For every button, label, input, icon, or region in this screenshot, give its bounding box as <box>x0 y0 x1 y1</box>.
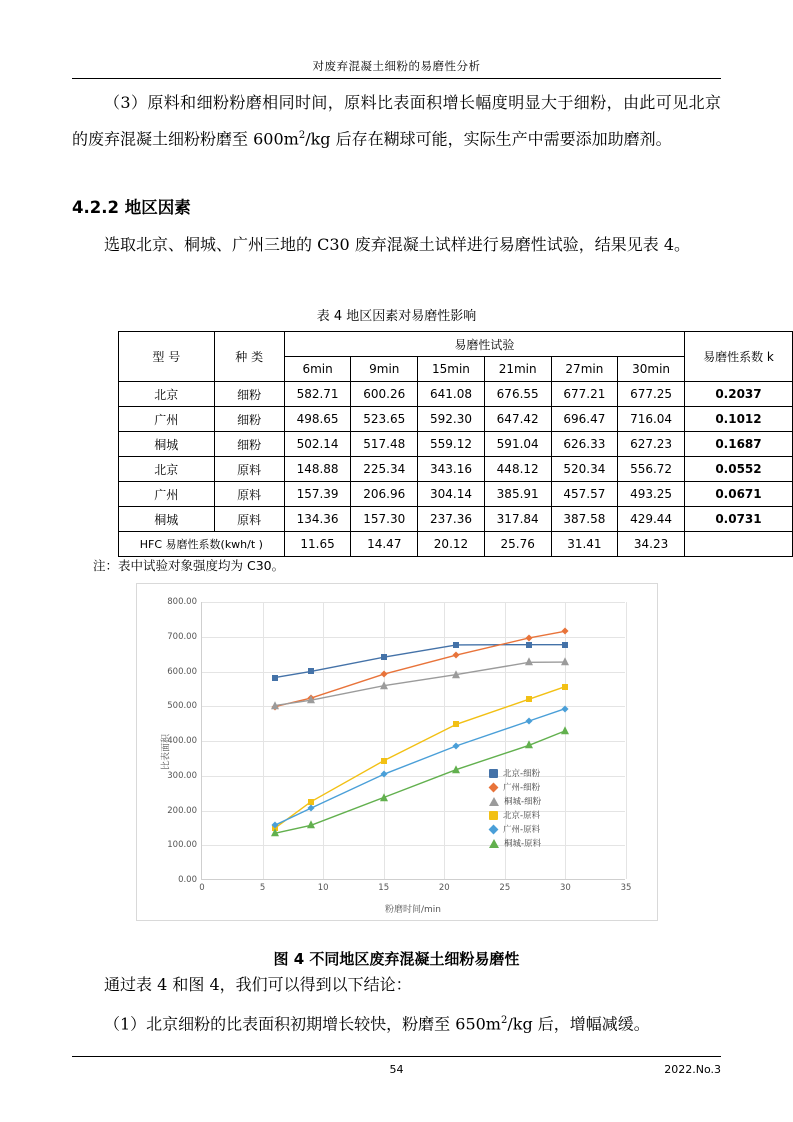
table-row <box>119 507 793 532</box>
conclusion-1-text-cont: /kg 后，增幅减缓。 <box>507 1014 650 1034</box>
chart-y-tick: 800.00 <box>167 597 197 607</box>
chart-legend-label: 桐城-细粉 <box>504 797 542 807</box>
header-model: 型 号 <box>119 332 215 382</box>
cell-value: 448.12 <box>484 457 551 482</box>
chart-data-point <box>525 741 533 749</box>
cell-value: 517.48 <box>351 432 418 457</box>
cell-model: 北京 <box>119 382 215 407</box>
cell-hfc-value: 31.41 <box>551 532 618 557</box>
cell-value: 696.47 <box>551 407 618 432</box>
paragraph-region-intro: 选取北京、桐城、广州三地的 C30 废弃混凝土试样进行易磨性试验，结果见表 4。 <box>104 235 691 254</box>
table-row <box>119 432 793 457</box>
chart-data-point <box>380 793 388 801</box>
cell-coefficient: 0.1012 <box>684 407 792 432</box>
chart-legend-item <box>489 822 541 836</box>
chart-y-tick: 100.00 <box>167 840 197 851</box>
cell-value: 304.14 <box>418 482 485 507</box>
chart-y-tick: 200.00 <box>167 805 197 816</box>
cell-hfc-value: 20.12 <box>418 532 485 557</box>
cell-value: 677.25 <box>618 382 685 407</box>
chart-data-point <box>381 758 387 764</box>
header-time-15min: 15min <box>418 357 485 382</box>
cell-value: 457.57 <box>551 482 618 507</box>
table-row <box>119 382 793 407</box>
cell-hfc-blank <box>684 532 792 557</box>
paragraph-3-text-cont: /kg 后存在糊球可能，实际生产中需要添加助磨剂。 <box>305 129 672 149</box>
chart-legend-label: 北京-原料 <box>503 811 541 821</box>
cell-value: 502.14 <box>284 432 351 457</box>
cell-coefficient: 0.0552 <box>684 457 792 482</box>
chart-data-point <box>452 765 460 773</box>
cell-value: 237.36 <box>418 507 485 532</box>
chart-legend-marker <box>489 769 498 778</box>
cell-hfc-value: 25.76 <box>484 532 551 557</box>
chart-data-point <box>307 821 315 829</box>
cell-value: 556.72 <box>618 457 685 482</box>
chart-x-tick: 35 <box>620 883 632 893</box>
chart-data-point <box>307 695 315 703</box>
chart-legend-label: 北京-细粉 <box>503 769 541 779</box>
cell-model: 桐城 <box>119 507 215 532</box>
cell-value: 206.96 <box>351 482 418 507</box>
header-coefficient: 易磨性系数 k <box>684 332 792 382</box>
cell-value: 627.23 <box>618 432 685 457</box>
cell-value: 559.12 <box>418 432 485 457</box>
paragraph-conclusion-intro: 通过表 4 和图 4，我们可以得到以下结论： <box>104 975 412 994</box>
chart-y-tick: 0.00 <box>178 875 197 885</box>
cell-kind: 细粉 <box>214 382 284 407</box>
cell-kind: 细粉 <box>214 407 284 432</box>
cell-hfc-label: HFC 易磨性系数(kwh/t ) <box>119 532 285 557</box>
cell-kind: 细粉 <box>214 432 284 457</box>
chart-plot-area <box>167 597 632 893</box>
header-kind: 种 类 <box>214 332 284 382</box>
cell-value: 157.30 <box>351 507 418 532</box>
chart-x-tick: 0 <box>199 883 205 893</box>
header-time-9min: 9min <box>351 357 418 382</box>
cell-value: 225.34 <box>351 457 418 482</box>
cell-value: 429.44 <box>618 507 685 532</box>
chart-data-point <box>453 642 459 648</box>
issue-label: 2022.No.3 <box>664 1063 721 1076</box>
chart-y-tick: 500.00 <box>167 701 197 712</box>
cell-coefficient: 0.0671 <box>684 482 792 507</box>
chart-y-tick: 400.00 <box>167 736 197 746</box>
table-row-hfc <box>119 532 793 557</box>
cell-value: 592.30 <box>418 407 485 432</box>
chart-data-point <box>526 696 532 702</box>
table-row <box>119 407 793 432</box>
paragraph-3 <box>72 86 721 155</box>
cell-coefficient: 0.2037 <box>684 382 792 407</box>
paragraph-3-text: （3）原料和细粉粉磨相同时间，原料比表面积增长幅度明显大于细粉，由此可见北京的废弃混凝土细粉粉磨至 600m <box>72 93 721 149</box>
chart-data-point <box>308 668 314 674</box>
cell-value: 385.91 <box>484 482 551 507</box>
cell-value: 343.16 <box>418 457 485 482</box>
cell-model: 广州 <box>119 482 215 507</box>
footer-rule <box>72 1056 721 1057</box>
chart-x-tick: 15 <box>378 883 390 893</box>
cell-value: 387.58 <box>551 507 618 532</box>
cell-value: 493.25 <box>618 482 685 507</box>
cell-value: 626.33 <box>551 432 618 457</box>
paragraph-conclusion-1 <box>72 1004 721 1040</box>
cell-kind: 原料 <box>214 507 284 532</box>
cell-value: 600.26 <box>351 382 418 407</box>
cell-kind: 原料 <box>214 482 284 507</box>
header-time-6min: 6min <box>284 357 351 382</box>
chart-data-point <box>381 654 387 660</box>
cell-hfc-value: 34.23 <box>618 532 685 557</box>
cell-model: 广州 <box>119 407 215 432</box>
superscript-2b: 2 <box>500 1015 508 1026</box>
chart-y-tick: 700.00 <box>167 631 197 642</box>
cell-value: 148.88 <box>284 457 351 482</box>
cell-hfc-value: 11.65 <box>284 532 351 557</box>
chart-x-tick: 30 <box>560 883 571 893</box>
cell-hfc-value: 14.47 <box>351 532 418 557</box>
chart-data-point <box>561 657 569 665</box>
chart-data-point <box>562 642 568 648</box>
cell-value: 591.04 <box>484 432 551 457</box>
cell-value: 716.04 <box>618 407 685 432</box>
chart-x-tick: 5 <box>259 883 266 893</box>
chart-vgridline <box>626 602 627 879</box>
header-time-21min: 21min <box>484 357 551 382</box>
chart-y-tick: 300.00 <box>167 770 197 781</box>
chart-data-point <box>561 726 569 734</box>
cell-value: 582.71 <box>284 382 351 407</box>
chart-data-point <box>380 681 388 689</box>
chart-legend-marker <box>489 839 499 848</box>
chart-data-point <box>526 642 532 648</box>
chart-data-point <box>272 675 278 681</box>
chart-x-tick: 25 <box>499 883 511 893</box>
chart-legend-marker <box>489 797 499 806</box>
table-header-row-1 <box>119 332 793 357</box>
chart-data-point <box>452 670 460 678</box>
cell-coefficient: 0.0731 <box>684 507 792 532</box>
chart-legend-item <box>489 808 541 822</box>
chart-data-point <box>271 828 279 836</box>
chart-legend-item <box>489 780 541 794</box>
chart-legend-marker <box>489 782 499 792</box>
chart-data-point <box>453 721 459 727</box>
conclusion-1-text: （1）北京细粉的比表面积初期增长较快，粉磨至 650m <box>104 1014 501 1034</box>
table-row <box>119 457 793 482</box>
chart-legend-marker <box>489 811 498 820</box>
chart-legend-label: 广州-细粉 <box>503 783 541 793</box>
chart-legend-item <box>489 836 541 850</box>
table-note: 注：表中试验对象强度均为 C30。 <box>93 558 285 573</box>
cell-model: 北京 <box>119 457 215 482</box>
cell-value: 520.34 <box>551 457 618 482</box>
chart-legend-marker <box>489 824 499 834</box>
cell-value: 647.42 <box>484 407 551 432</box>
chart-data-point <box>271 701 279 709</box>
chart-legend-label: 广州-原料 <box>503 825 541 835</box>
superscript-2: 2 <box>298 130 306 141</box>
chart-y-tick: 600.00 <box>167 666 197 677</box>
chart-x-tick: 10 <box>317 883 329 893</box>
chart-legend-item <box>489 794 541 808</box>
cell-value: 134.36 <box>284 507 351 532</box>
figure-caption: 图 4 不同地区废弃混凝土细粉易磨性 <box>273 950 520 968</box>
header-time-27min: 27min <box>551 357 618 382</box>
chart-data-point <box>525 658 533 666</box>
cell-value: 498.65 <box>284 407 351 432</box>
cell-coefficient: 0.1687 <box>684 432 792 457</box>
figure-chart <box>136 583 658 921</box>
cell-value: 676.55 <box>484 382 551 407</box>
cell-value: 317.84 <box>484 507 551 532</box>
chart-x-tick: 20 <box>438 883 450 893</box>
cell-value: 677.21 <box>551 382 618 407</box>
cell-kind: 原料 <box>214 457 284 482</box>
running-head: 对废弃混凝土细粉的易磨性分析 <box>312 59 481 73</box>
cell-model: 桐城 <box>119 432 215 457</box>
chart-legend <box>489 766 541 850</box>
header-rule <box>72 78 721 79</box>
chart-legend-label: 桐城-原料 <box>504 839 542 849</box>
chart-legend-item <box>489 766 541 780</box>
chart-data-point <box>562 684 568 690</box>
section-heading-422: 4.2.2 地区因素 <box>72 198 191 217</box>
header-group-test: 易磨性试验 <box>284 332 684 357</box>
page-number: 54 <box>389 1063 404 1076</box>
table-row <box>119 482 793 507</box>
cell-value: 157.39 <box>284 482 351 507</box>
header-time-30min: 30min <box>618 357 685 382</box>
grindability-table <box>118 331 793 557</box>
chart-y-axis-label: 比表面积 <box>161 733 172 771</box>
chart-x-axis-label: 粉磨时间/min <box>384 905 441 915</box>
cell-value: 523.65 <box>351 407 418 432</box>
cell-value: 641.08 <box>418 382 485 407</box>
table-caption: 表 4 地区因素对易磨性影响 <box>316 309 477 324</box>
